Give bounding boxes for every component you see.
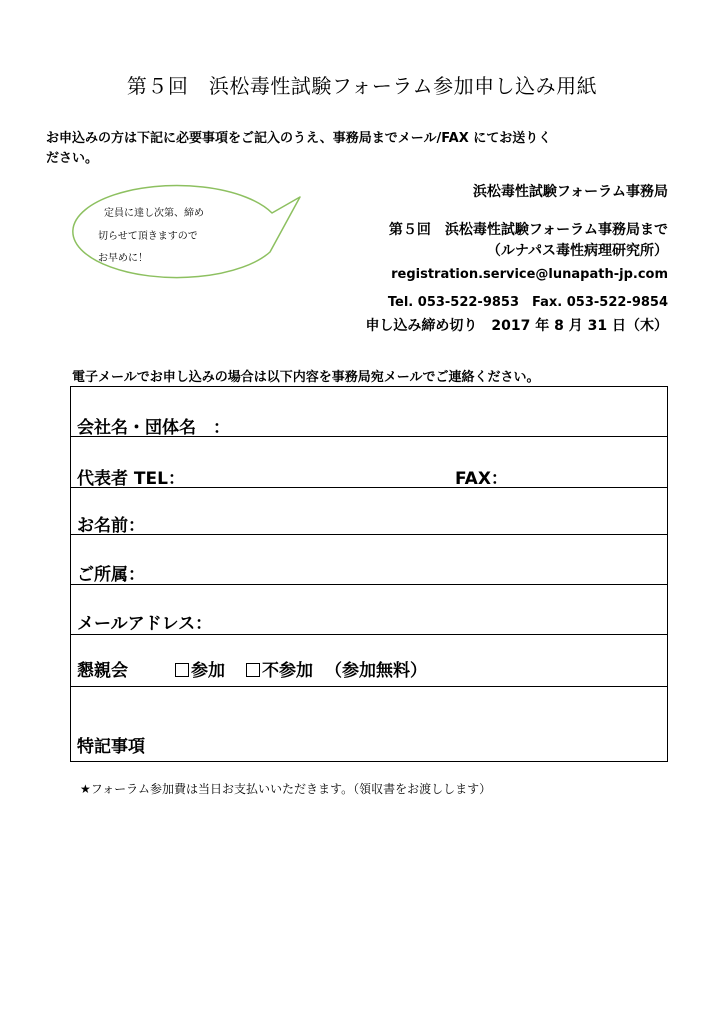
affiliation-row[interactable] [71, 535, 667, 585]
tel-fax-row[interactable] [71, 437, 667, 488]
affiliation-label: ご所属： [77, 565, 145, 585]
bubble-text-line-1: 定員に達し次第、締め [104, 208, 204, 219]
party-label: 懇親会 [77, 661, 128, 681]
intro-text-line-2: ださい。 [46, 151, 99, 166]
fee-note: （参加無料） [325, 661, 427, 681]
email-label: メールアドレス： [77, 614, 213, 634]
name-label: お名前： [77, 516, 145, 536]
attend-option[interactable] [175, 656, 225, 681]
page-title: 第５回 浜松毒性試験フォーラム参加申し込み用紙 [126, 74, 598, 98]
bubble-text-line-2: 切らせて頂きますので [98, 231, 198, 242]
party-row [71, 635, 667, 687]
office-name: 浜松毒性試験フォーラム事務局 [472, 184, 668, 200]
attend-checkbox[interactable] [175, 663, 189, 677]
attend-label: 参加 [191, 661, 225, 681]
footnote: ★フォーラム参加費は当日お支払いいただきます。（領収書をお渡しします） [80, 782, 492, 796]
remarks-label: 特記事項 [77, 737, 145, 757]
name-row[interactable] [71, 488, 667, 535]
company-row[interactable] [71, 387, 667, 437]
not-attend-label: 不参加 [262, 661, 313, 681]
registration-form [70, 386, 668, 762]
not-attend-option[interactable] [246, 656, 313, 681]
tel-label: 代表者 TEL： [77, 469, 185, 489]
office-to: 第５回 浜松毒性試験フォーラム事務局まで [388, 222, 668, 238]
not-attend-checkbox[interactable] [246, 663, 260, 677]
intro-text-line-1: お申込みの方は下記に必要事項をご記入のうえ、事務局までメール/FAX にてお送りく [46, 131, 552, 146]
fax-label: FAX： [455, 469, 508, 489]
office-contact: Tel. 053-522-9853 Fax. 053-522-9854 [387, 295, 668, 310]
deadline: 申し込み締め切り 2017 年 8 月 31 日（木） [365, 318, 668, 334]
remarks-row[interactable] [71, 687, 667, 761]
company-label: 会社名・団体名 ： [77, 418, 230, 438]
bubble-text-line-3: お早めに！ [98, 253, 148, 264]
office-email[interactable]: registration.service@lunapath-jp.com [391, 267, 668, 282]
email-instructions: 電子メールでお申し込みの場合は以下内容を事務局宛メールでご連絡ください。 [72, 370, 540, 385]
email-row[interactable] [71, 585, 667, 635]
office-org: （ルナパス毒性病理研究所） [486, 243, 668, 259]
